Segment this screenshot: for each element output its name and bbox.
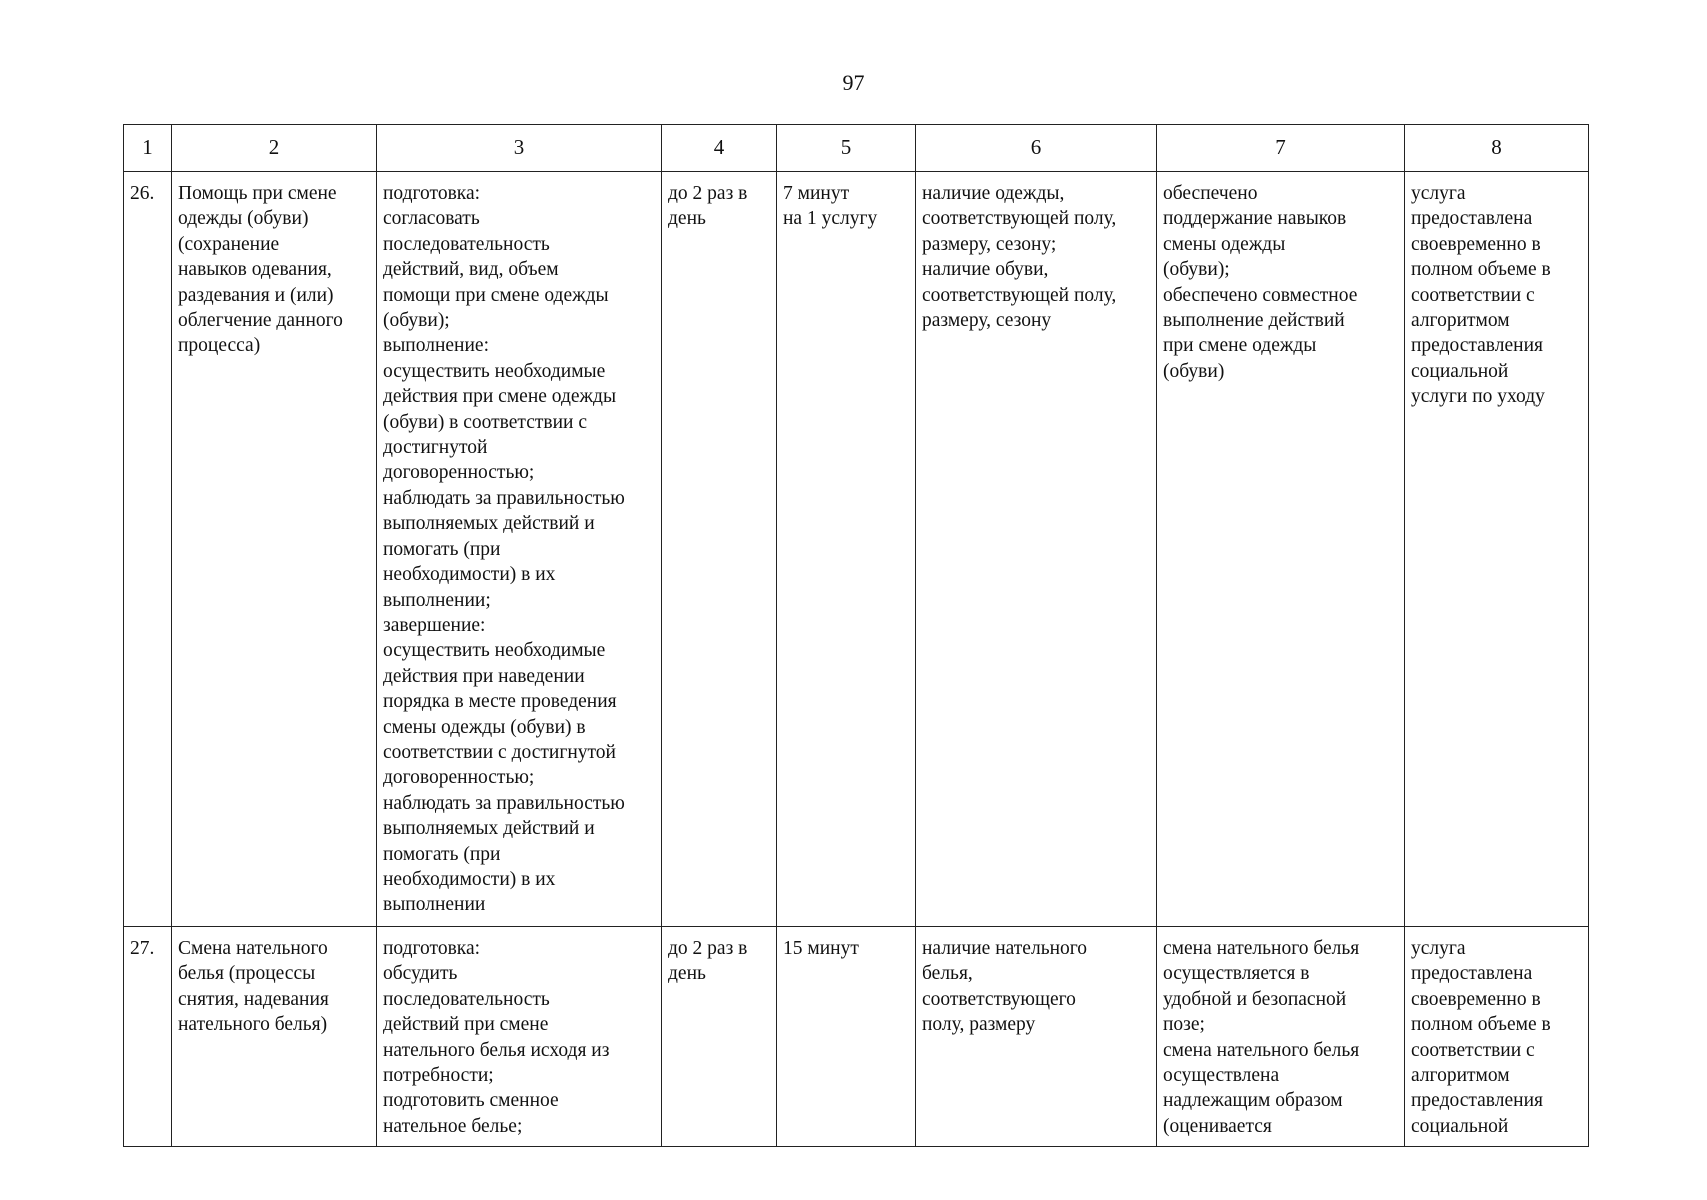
cell-text-line: удобной и безопасной [1163,988,1347,1010]
cell-text-line: (оценивается [1163,1115,1272,1137]
cell-text-line: помогать (при [383,843,501,865]
cell-text-line: наблюдать за правильностью [383,792,625,814]
cell-text-line: 15 минут [783,938,859,959]
column-header-7: 7 [1157,125,1405,172]
cell-text-line: день [668,208,706,230]
cell-text-line: алгоритмом [1411,310,1510,332]
cell-text-line: договоренностью; [383,462,535,484]
table-row [124,927,1589,1147]
cell-text-line: подготовить сменное [383,1090,559,1112]
conditions-cell [916,172,1157,927]
service-actions-cell [377,172,662,927]
cell-text-line: осуществляется в [1163,963,1310,985]
cell-text-line: соответствующей полу, [922,284,1117,306]
frequency-cell [662,172,777,927]
cell-text-line: подготовка: [383,183,481,204]
page-number: 97 [842,70,865,95]
cell-text-line: полном объеме в [1411,259,1551,281]
column-numbers-row [124,125,1589,172]
cell-text-line: социальной [1411,360,1509,382]
cell-text-line: размеру, сезону [922,310,1052,332]
cell-text-line: услуга [1411,183,1466,204]
cell-text-line: предоставлена [1411,963,1533,985]
cell-text-line: снятия, надевания [178,988,329,1010]
cell-text-line: (обуви); [1163,259,1230,281]
cell-text-line: предоставлена [1411,208,1533,230]
cell-text-line: соответствующей полу, [922,208,1117,230]
cell-text-line: обеспечено совместное [1163,284,1358,306]
cell-text-line: наблюдать за правильностью [383,487,625,509]
cell-text-line: необходимости) в их [383,564,556,586]
cell-text-line: потребности; [383,1065,494,1087]
cell-text-line: обсудить [383,963,458,985]
cell-text-line: выполняемых действий и [383,818,595,840]
cell-text-line: действий при смене [383,1014,549,1036]
cell-text-line: навыков одевания, [178,259,332,281]
cell-text-line: своевременно в [1411,988,1541,1010]
cell-text-line: своевременно в [1411,233,1541,255]
column-header-4: 4 [662,125,777,172]
column-header-3: 3 [377,125,662,172]
cell-text-line: осуществить необходимые [383,640,606,662]
cell-text-line: выполнении [383,894,486,916]
cell-text-line: полу, размеру [922,1014,1036,1036]
cell-text-line: согласовать [383,208,480,230]
cell-text-line: одежды (обуви) [178,208,309,230]
column-header-8: 8 [1405,125,1589,172]
cell-text-line: день [668,963,706,985]
row-number-cell: 26. [124,172,172,927]
duration-cell [777,172,916,927]
cell-text-line: до 2 раз в [668,938,748,959]
cell-text-line: подготовка: [383,938,481,959]
cell-text-line: наличие обуви, [922,259,1049,281]
cell-text-line: достигнутой [383,437,488,459]
cell-text-line: выполнении; [383,589,491,611]
column-header-2: 2 [172,125,377,172]
quality-indicators-cell [1157,172,1405,927]
cell-text-line: услуга [1411,938,1466,959]
cell-text-line: помогать (при [383,538,501,560]
cell-text-line: смена нательного белья [1163,1039,1360,1061]
cell-text-line: порядка в месте проведения [383,691,617,713]
cell-text-line: действия при наведении [383,665,585,687]
conditions-cell [916,927,1157,1147]
cell-text-line: предоставления [1411,335,1543,357]
quality-indicators-cell [1157,927,1405,1147]
cell-text-line: надлежащим образом [1163,1090,1343,1112]
cell-text-line: (обуви); [383,310,450,332]
cell-text-line: (обуви) [1163,360,1225,382]
cell-text-line: облегчение данного [178,310,343,332]
cell-text-line: предоставления [1411,1090,1543,1112]
cell-text-line: смены одежды (обуви) в [383,716,586,738]
cell-text-line: соответствии с достигнутой [383,741,616,763]
cell-text-line: наличие одежды, [922,183,1065,204]
cell-text-line: услуги по уходу [1411,386,1545,408]
cell-text-line: при смене одежды [1163,335,1317,357]
service-actions-cell [377,927,662,1147]
cell-text-line: завершение: [383,614,486,636]
cell-text-line: белья (процессы [178,963,316,985]
cell-text-line: наличие нательного [922,938,1088,959]
cell-text-line: выполнение действий [1163,310,1345,332]
cell-text-line: (сохранение [178,233,280,255]
cell-text-line: помощи при смене одежды [383,284,609,306]
cell-text-line: действия при смене одежды [383,386,617,408]
cell-text-line: 7 минут [783,183,850,204]
cell-text-line: полном объеме в [1411,1014,1551,1036]
table-row [124,172,1589,927]
cell-text-line: соответствии с [1411,284,1535,306]
cell-text-line: алгоритмом [1411,1065,1510,1087]
duration-cell [777,927,916,1147]
cell-text-line: выполнение: [383,335,490,357]
cell-text-line: поддержание навыков [1163,208,1347,230]
cell-text-line: последовательность [383,988,550,1010]
cell-text-line: раздевания и (или) [178,284,334,306]
cell-text-line: на 1 услугу [783,208,878,230]
cell-text-line: осуществлена [1163,1065,1280,1087]
cell-text-line: соответствии с [1411,1039,1535,1061]
result-assessment-cell [1405,172,1589,927]
cell-text-line: Смена нательного [178,938,328,959]
cell-text-line: действий, вид, объем [383,259,559,281]
cell-text-line: процесса) [178,335,261,357]
cell-text-line: позе; [1163,1014,1205,1036]
column-header-6: 6 [916,125,1157,172]
result-assessment-cell [1405,927,1589,1147]
frequency-cell [662,927,777,1147]
cell-text-line: осуществить необходимые [383,360,606,382]
column-header-5: 5 [777,125,916,172]
cell-text-line: социальной [1411,1115,1509,1137]
cell-text-line: необходимости) в их [383,868,556,890]
services-table [123,124,1589,1147]
cell-text-line: смена нательного белья [1163,938,1360,959]
service-name-cell [172,927,377,1147]
cell-text-line: (обуви) в соответствии с [383,411,587,433]
cell-text-line: смены одежды [1163,233,1286,255]
cell-text-line: нательного белья) [178,1014,328,1036]
cell-text-line: до 2 раз в [668,183,748,204]
cell-text-line: договоренностью; [383,767,535,789]
cell-text-line: последовательность [383,233,550,255]
cell-text-line: соответствующего [922,988,1076,1010]
cell-text-line: выполняемых действий и [383,513,595,535]
cell-text-line: нательного белья исходя из [383,1039,610,1061]
cell-text-line: размеру, сезону; [922,233,1057,255]
service-name-cell [172,172,377,927]
cell-text-line: нательное белье; [383,1115,523,1137]
cell-text-line: белья, [922,963,973,985]
cell-text-line: Помощь при смене [178,183,337,204]
column-header-1: 1 [124,125,172,172]
cell-text-line: обеспечено [1163,183,1258,204]
row-number-cell: 27. [124,927,172,1147]
